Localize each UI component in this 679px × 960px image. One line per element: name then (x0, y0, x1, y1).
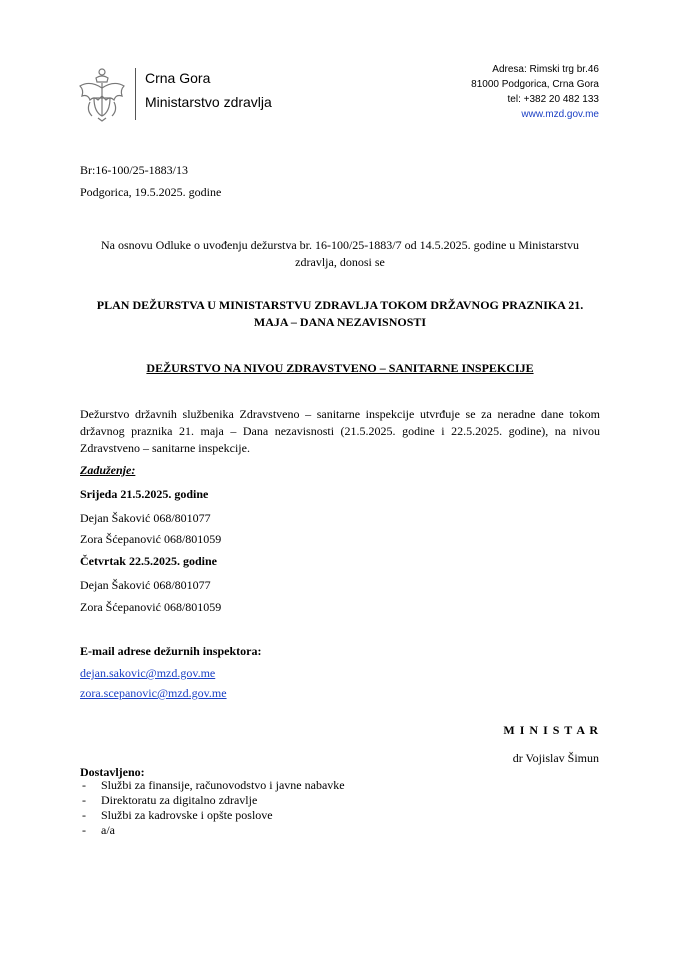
list-item: - a/a (80, 823, 345, 838)
signature-name: dr Vojislav Šimun (512, 751, 599, 765)
document-title-line-2: MAJA – DANA NEZAVISNOSTI (253, 315, 427, 329)
distribution-heading: Dostavljeno: (80, 765, 145, 779)
signature-title: M I N I S T A R (503, 723, 599, 737)
email-heading: E-mail adrese dežurnih inspektora: (80, 644, 262, 658)
day-1-person-2: Zora Šćepanović 068/801059 (80, 532, 222, 546)
section-heading: DEŽURSTVO NA NIVOU ZDRAVSTVENO – SANITARNE INSPEKCIJE (146, 361, 534, 375)
distribution-list (80, 778, 345, 838)
day-2-label: Četvrtak 22.5.2025. godine (80, 554, 217, 568)
day-1-label: Srijeda 21.5.2025. godine (80, 487, 209, 501)
email-link-zora[interactable]: zora.scepanovic@mzd.gov.me (80, 686, 227, 700)
day-2-person-2: Zora Šćepanović 068/801059 (80, 600, 222, 614)
address-line-1: Adresa: Rimski trg br.46 (492, 64, 599, 75)
preamble: Na osnovu Odluke o uvođenju dežurstva br. 16-100/25-1883/7 od 14.5.2025. godine u Ministarstvu zdravlja, donosi se (101, 238, 579, 269)
country-name: Crna Gora (145, 70, 211, 86)
list-item: - Službi za kadrovske i opšte poslove (80, 808, 345, 823)
day-2-person-1: Dejan Šaković 068/801077 (80, 578, 211, 592)
list-item: - Direktoratu za digitalno zdravlje (80, 793, 345, 808)
intro-paragraph: Dežurstvo državnih službenika Zdravstveno – sanitarne inspekcije utvrđuje se za neradne dane tokom državnog praznika 21. maja – Dana nezavisnosti (21.5.2025. godine i 22.5.2025. godine), na nivou Zdravstveno – sanitarne inspekcije. (80, 407, 600, 455)
document-title-line-1: PLAN DEŽURSTVA U MINISTARSTVU ZDRAVLJA TOKOM DRŽAVNOG PRAZNIKA 21. (96, 298, 584, 312)
email-link-dejan[interactable]: dejan.sakovic@mzd.gov.me (80, 666, 216, 680)
place-date: Podgorica, 19.5.2025. godine (80, 185, 222, 199)
day-1-person-1: Dejan Šaković 068/801077 (80, 511, 211, 525)
address-line-2: 81000 Podgorica, Crna Gora (471, 79, 599, 90)
list-item: - Službi za finansije, računovodstvo i javne nabavke (80, 778, 345, 793)
website-link[interactable]: www.mzd.gov.me (521, 109, 599, 120)
ministry-name: Ministarstvo zdravlja (145, 94, 272, 110)
assignment-label: Zaduženje: (80, 463, 136, 477)
phone-number: tel: +382 20 482 133 (507, 94, 599, 105)
coat-of-arms-icon (76, 66, 128, 122)
reference-number: Br:16-100/25-1883/13 (80, 163, 188, 177)
header-divider (135, 68, 136, 120)
